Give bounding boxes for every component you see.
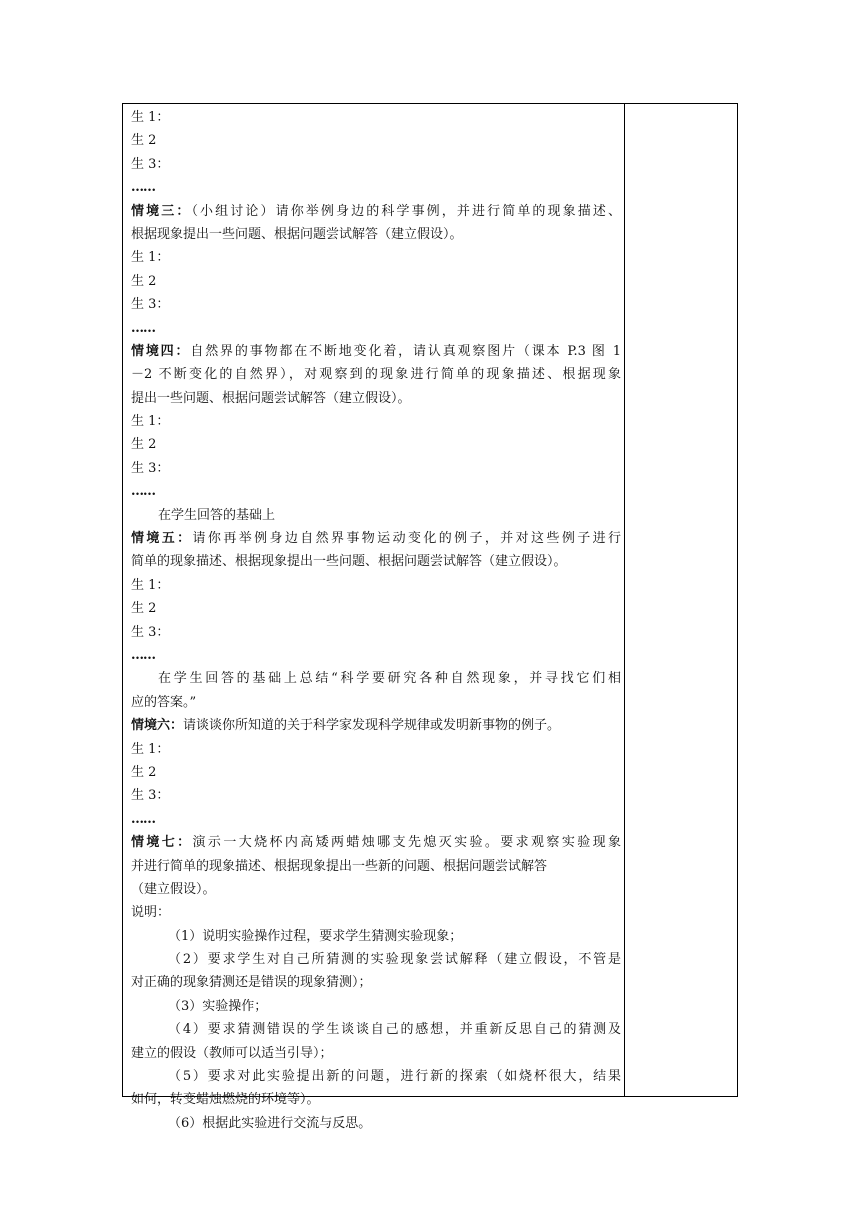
- ellipsis: ……: [131, 647, 155, 663]
- student-3: 生 3：: [131, 297, 170, 313]
- scenario-5-summary-2: 应的答案。”: [131, 694, 197, 710]
- student-2: 生 2: [131, 273, 157, 289]
- scenario-7-line-1: 情境七：演示一大烧杯内高矮两蜡烛哪支先熄灭实验。要求观察实验现象: [131, 835, 621, 851]
- student-1: 生 1：: [131, 741, 170, 757]
- ellipsis: ……: [131, 811, 155, 827]
- scenario-4-line-1: 情境四：自然界的事物都在不断地变化着，请认真观察图片（课本 P.3 图 1: [131, 343, 621, 359]
- step-2-cont: 对正确的现象猜测还是错误的现象猜测）；: [131, 975, 372, 991]
- scenario-7-line-3: （建立假设）。: [131, 881, 216, 897]
- explanation-label: 说明：: [131, 905, 171, 921]
- scenario-4-followup: 在学生回答的基础上: [158, 507, 276, 523]
- content-cell: [131, 106, 621, 1135]
- ellipsis: ……: [131, 320, 155, 336]
- step-2: （2）要求学生对自己所猜测的实验现象尝试解释（建立假设，不管是: [168, 952, 621, 968]
- student-2: 生 2: [131, 437, 157, 453]
- step-5: （5）要求对此实验提出新的问题，进行新的探索（如烧杯很大，结果: [168, 1069, 621, 1085]
- step-5-cont: 如何，转变蜡烛燃烧的环境等）。: [131, 1092, 320, 1108]
- student-2: 生 2: [131, 601, 157, 617]
- student-2: 生 2: [131, 764, 157, 780]
- scenario-4-title: 情境四：: [131, 343, 191, 359]
- student-3: 生 3：: [131, 460, 170, 476]
- scenario-5-line-2: 简单的现象描述、根据现象提出一些问题、根据问题尝试解答（建立假设）。: [131, 554, 567, 570]
- student-2: 生 2: [131, 133, 157, 149]
- scenario-3-title: 情境三：: [131, 203, 192, 219]
- scenario-6-line-1: 情境六：请谈谈你所知道的关于科学家发现科学规律或发明新事物的例子。: [131, 718, 561, 734]
- step-3: （3）实验操作；: [168, 998, 268, 1014]
- step-6: （6）根据此实验进行交流与反思。: [168, 1115, 372, 1131]
- scenario-3-line-2: 根据现象提出一些问题、根据问题尝试解答（建立假设）。: [131, 226, 463, 242]
- scenario-5-line-1: 情境五：请你再举例身边自然界事物运动变化的例子，并对这些例子进行: [131, 531, 621, 547]
- step-1: （1）说明实验操作过程，要求学生猜测实验现象；: [168, 928, 463, 944]
- scenario-7-title: 情境七：: [131, 835, 193, 851]
- scenario-3-line-1: 情境三：（小组讨论）请你举例身边的科学事例，并进行简单的现象描述、: [131, 203, 621, 219]
- scenario-7-line-2: 并进行简单的现象描述、根据现象提出一些新的问题、根据问题尝试解答: [131, 858, 548, 874]
- step-4: （4）要求猜测错误的学生谈谈自己的感想，并重新反思自己的猜测及: [168, 1022, 621, 1038]
- step-4-cont: 建立的假设（教师可以适当引导）；: [131, 1045, 333, 1061]
- student-1: 生 1：: [131, 110, 170, 125]
- student-3: 生 3：: [131, 156, 170, 172]
- lesson-table: [122, 103, 738, 1131]
- student-1: 生 1：: [131, 250, 170, 266]
- scenario-4-line-3: 提出一些问题、根据问题尝试解答（建立假设）。: [131, 390, 411, 406]
- scenario-5-title: 情境五：: [131, 531, 193, 547]
- ellipsis: ……: [131, 180, 155, 196]
- student-1: 生 1：: [131, 577, 170, 593]
- scenario-6-title: 情境六：: [131, 718, 184, 734]
- student-3: 生 3：: [131, 788, 170, 804]
- student-3: 生 3：: [131, 624, 170, 640]
- scenario-4-line-2: －2 不断变化的自然界），对观察到的现象进行简单的现象描述、根据现象: [131, 367, 621, 383]
- ellipsis: ……: [131, 484, 155, 500]
- scenario-5-summary-1: 在学生回答的基础上总结“科学要研究各种自然现象，并寻找它们相: [158, 671, 621, 687]
- student-1: 生 1：: [131, 414, 170, 430]
- column-divider: [624, 104, 625, 1096]
